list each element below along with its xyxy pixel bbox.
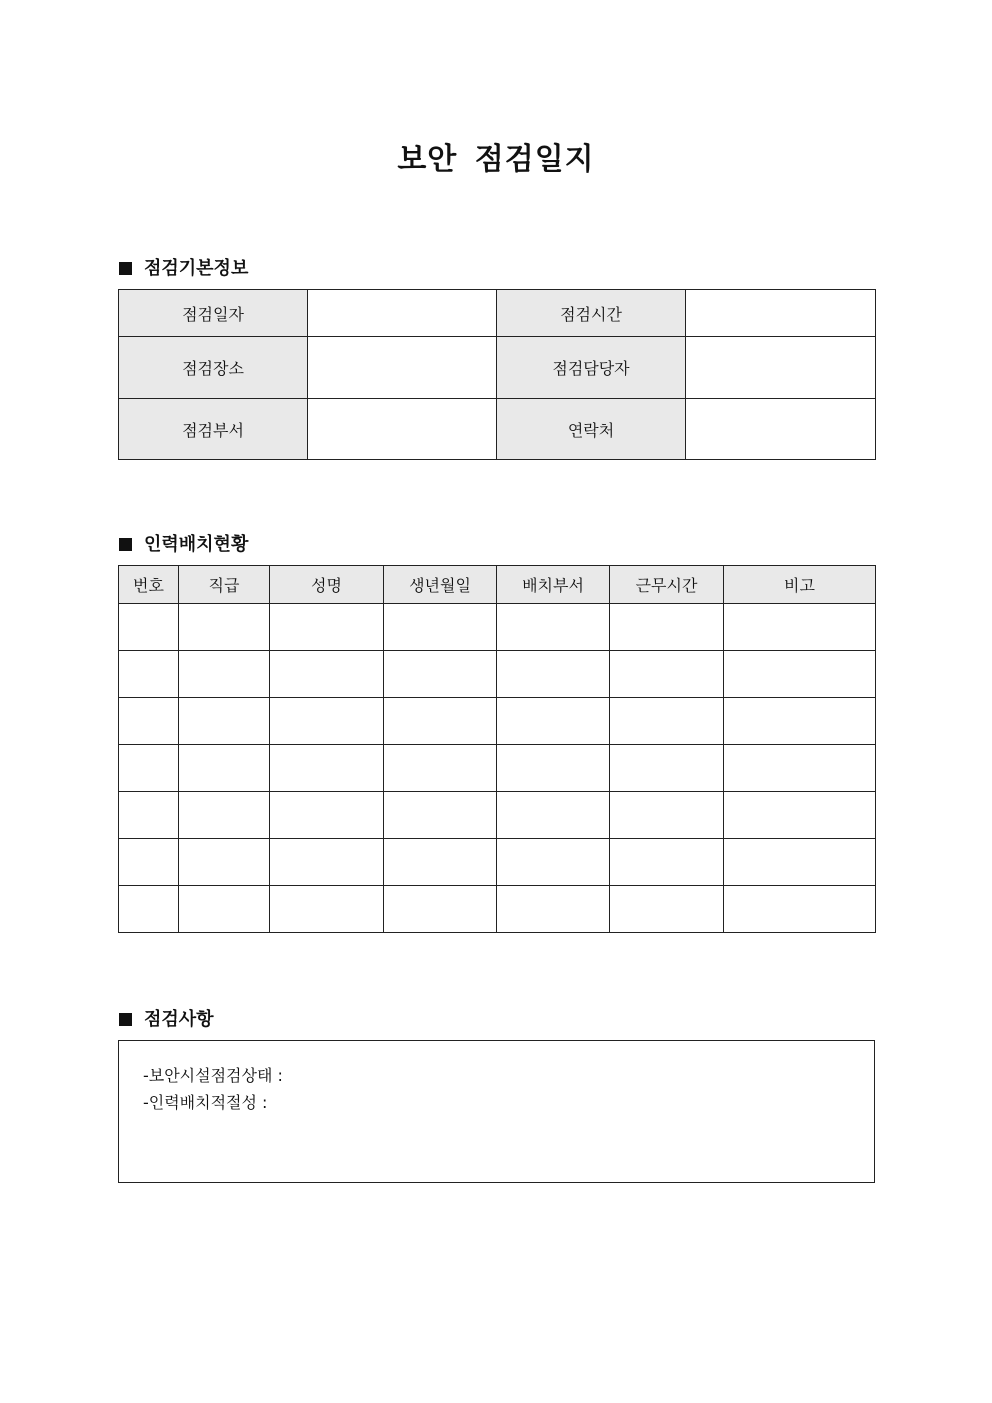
table-cell[interactable] bbox=[179, 839, 270, 886]
table-cell[interactable] bbox=[270, 745, 384, 792]
table-cell[interactable] bbox=[179, 604, 270, 651]
place-label: 점검장소 bbox=[119, 337, 308, 399]
table-cell[interactable] bbox=[119, 651, 179, 698]
table-row bbox=[119, 792, 876, 839]
table-cell[interactable] bbox=[497, 745, 610, 792]
section-title: 점검사항 bbox=[144, 1009, 214, 1030]
staffing-adequacy-line: -인력배치적절성 : bbox=[143, 1093, 268, 1112]
table-cell[interactable] bbox=[724, 604, 876, 651]
contact-label: 연락처 bbox=[497, 399, 686, 460]
table-cell[interactable] bbox=[270, 651, 384, 698]
header-name: 성명 bbox=[270, 566, 384, 604]
table-row bbox=[119, 839, 876, 886]
table-cell[interactable] bbox=[270, 839, 384, 886]
table-cell[interactable] bbox=[119, 886, 179, 933]
square-bullet-icon bbox=[119, 538, 132, 551]
table-cell[interactable] bbox=[179, 886, 270, 933]
table-cell[interactable] bbox=[724, 839, 876, 886]
section-heading-inspection bbox=[119, 1005, 214, 1031]
table-cell[interactable] bbox=[497, 698, 610, 745]
table-cell[interactable] bbox=[497, 839, 610, 886]
table-row bbox=[119, 651, 876, 698]
section-heading-basic-info bbox=[119, 254, 248, 280]
table-cell[interactable] bbox=[724, 792, 876, 839]
table-cell[interactable] bbox=[270, 604, 384, 651]
time-field[interactable] bbox=[686, 290, 876, 337]
section-title: 점검기본정보 bbox=[144, 258, 249, 279]
date-field[interactable] bbox=[308, 290, 497, 337]
table-cell[interactable] bbox=[384, 698, 497, 745]
header-birthdate: 생년월일 bbox=[384, 566, 497, 604]
table-cell[interactable] bbox=[610, 651, 724, 698]
table-cell[interactable] bbox=[384, 745, 497, 792]
dept-field[interactable] bbox=[308, 399, 497, 460]
table-row bbox=[119, 886, 876, 933]
table-cell[interactable] bbox=[119, 839, 179, 886]
table-cell[interactable] bbox=[610, 839, 724, 886]
table-cell[interactable] bbox=[384, 651, 497, 698]
table-cell[interactable] bbox=[179, 651, 270, 698]
section-title: 인력배치현황 bbox=[144, 534, 249, 555]
table-cell[interactable] bbox=[610, 792, 724, 839]
table-cell[interactable] bbox=[119, 698, 179, 745]
time-label: 점검시간 bbox=[497, 290, 686, 337]
header-rank: 직급 bbox=[179, 566, 270, 604]
header-number: 번호 bbox=[119, 566, 179, 604]
table-row bbox=[119, 698, 876, 745]
table-cell[interactable] bbox=[270, 698, 384, 745]
staffing-table bbox=[118, 565, 876, 933]
table-row bbox=[119, 745, 876, 792]
place-field[interactable] bbox=[308, 337, 497, 399]
table-row bbox=[119, 604, 876, 651]
table-cell[interactable] bbox=[724, 698, 876, 745]
table-cell[interactable] bbox=[119, 745, 179, 792]
table-cell[interactable] bbox=[610, 745, 724, 792]
table-cell[interactable] bbox=[497, 604, 610, 651]
dept-label: 점검부서 bbox=[119, 399, 308, 460]
table-cell[interactable] bbox=[497, 886, 610, 933]
table-cell[interactable] bbox=[179, 698, 270, 745]
section-heading-staffing bbox=[119, 530, 248, 556]
basic-info-table bbox=[118, 289, 876, 460]
table-cell[interactable] bbox=[270, 886, 384, 933]
table-cell[interactable] bbox=[497, 792, 610, 839]
table-cell[interactable] bbox=[724, 886, 876, 933]
table-cell[interactable] bbox=[384, 604, 497, 651]
contact-field[interactable] bbox=[686, 399, 876, 460]
table-cell[interactable] bbox=[119, 792, 179, 839]
table-cell[interactable] bbox=[119, 604, 179, 651]
table-cell[interactable] bbox=[610, 886, 724, 933]
table-cell[interactable] bbox=[724, 651, 876, 698]
table-cell[interactable] bbox=[384, 886, 497, 933]
table-cell[interactable] bbox=[384, 792, 497, 839]
table-cell[interactable] bbox=[270, 792, 384, 839]
table-cell[interactable] bbox=[610, 604, 724, 651]
square-bullet-icon bbox=[119, 262, 132, 275]
header-department: 배치부서 bbox=[497, 566, 610, 604]
table-cell[interactable] bbox=[179, 745, 270, 792]
security-facility-status-line: -보안시설점검상태 : bbox=[143, 1066, 283, 1085]
square-bullet-icon bbox=[119, 1013, 132, 1026]
table-cell[interactable] bbox=[179, 792, 270, 839]
table-cell[interactable] bbox=[724, 745, 876, 792]
header-remarks: 비고 bbox=[724, 566, 876, 604]
inspection-notes-box[interactable] bbox=[118, 1040, 875, 1183]
table-cell[interactable] bbox=[610, 698, 724, 745]
table-cell[interactable] bbox=[497, 651, 610, 698]
header-work-hours: 근무시간 bbox=[610, 566, 724, 604]
manager-field[interactable] bbox=[686, 337, 876, 399]
table-cell[interactable] bbox=[384, 839, 497, 886]
manager-label: 점검담당자 bbox=[497, 337, 686, 399]
page-title: 보안 점검일지 bbox=[397, 142, 595, 177]
date-label: 점검일자 bbox=[119, 290, 308, 337]
